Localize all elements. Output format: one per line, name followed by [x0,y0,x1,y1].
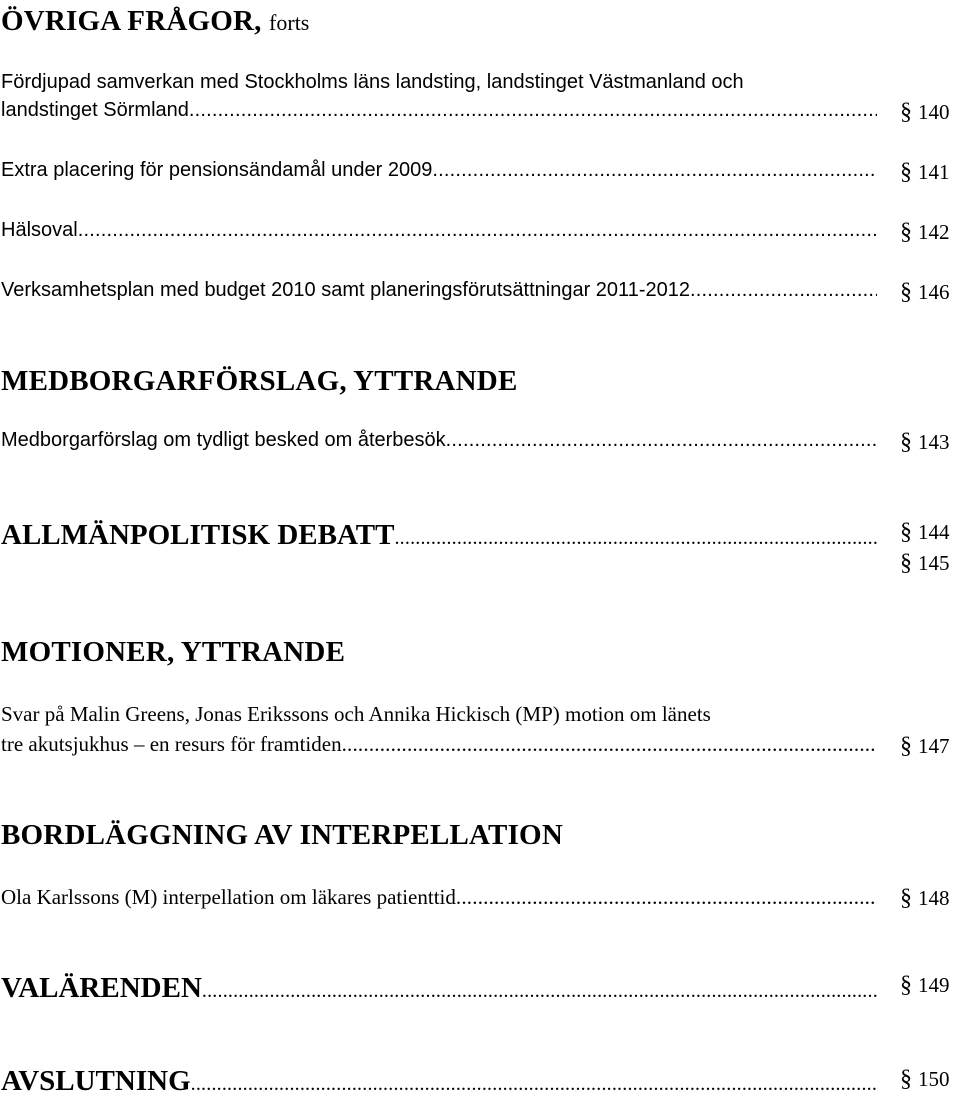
toc-entry-text: Verksamhetsplan med budget 2010 samt planeringsförutsättningar 2011-2012 [1,279,690,301]
toc-entry-text: landstinget Sörmland [1,99,189,121]
toc-page-ref [900,157,960,187]
leader-dots [342,729,877,759]
section-sign-icon [900,99,912,125]
toc-entry-heading [1,973,877,1003]
section-title-text: ÖVRIGA FRÅGOR, [1,5,262,37]
toc-entry [1,275,877,305]
svg-text:§: § [900,519,912,545]
toc-page-ref [900,970,960,1000]
svg-text:§: § [900,99,912,125]
svg-text:§: § [900,429,912,455]
svg-text:§: § [900,885,912,911]
section-heading-avslutning: AVSLUTNING [1,1066,191,1096]
svg-text:§: § [900,972,912,998]
section-title-subtitle: forts [269,10,310,35]
section-heading-interpellation: BORDLÄGGNING AV INTERPELLATION [1,819,563,851]
toc-entry-text: Extra placering för pensionsändamål under 2009 [1,159,433,181]
toc-page-ref [900,97,960,127]
section-title-ovriga [1,4,309,40]
toc-entry-heading [1,520,877,550]
svg-text:§: § [900,279,912,305]
toc-entry [1,882,877,912]
toc-entry-text: Hälsoval [1,219,78,241]
toc-entry-text: tre akutsjukhus – en resurs för framtiden [1,732,342,756]
leader-dots [394,523,877,550]
toc-page-ref [900,548,960,578]
page-number: 148 [918,885,950,910]
page-number: 146 [918,279,950,304]
page-number: 144 [918,519,950,544]
leader-dots [456,882,877,912]
toc-page-ref [900,277,960,307]
svg-text:§: § [900,159,912,185]
section-sign-icon [900,159,912,185]
section-sign-icon [900,733,912,759]
toc-page-ref [900,517,960,547]
section-sign-icon [900,885,912,911]
page-number: 143 [918,429,950,454]
section-heading-motioner: MOTIONER, YTTRANDE [1,636,346,668]
toc-page-ref [900,217,960,247]
svg-text:§: § [900,733,912,759]
toc-entry [1,729,877,759]
toc-page-ref [900,883,960,913]
toc-entry [1,215,877,245]
section-heading-medborgarforslag: MEDBORGARFÖRSLAG, YTTRANDE [1,365,518,397]
section-sign-icon [900,519,912,545]
page-number: 141 [918,159,950,184]
leader-dots [191,1069,877,1096]
page-number: 150 [918,1066,950,1091]
leader-dots [189,95,877,125]
page-number: 147 [918,733,950,758]
toc-page-ref [900,1064,960,1094]
page-number: 149 [918,972,950,997]
page-number: 140 [918,99,950,124]
section-heading-valarenden: VALÄRENDEN [1,973,202,1003]
section-sign-icon [900,219,912,245]
toc-entry-text: Medborgarförslag om tydligt besked om återbesök [1,429,446,451]
section-sign-icon [900,550,912,576]
svg-text:§: § [900,219,912,245]
toc-entry-heading [1,1066,877,1096]
toc-entry [1,425,877,455]
section-sign-icon [900,1066,912,1092]
toc-page-ref [900,427,960,457]
page-number: 145 [918,550,950,575]
toc-entry-text: Ola Karlssons (M) interpellation om läkares patienttid [1,885,456,909]
toc-entry [1,155,877,185]
svg-text:§: § [900,550,912,576]
toc-entry-line: Fördjupad samverkan med Stockholms läns landsting, landstinget Västmanland och [1,71,744,93]
svg-text:§: § [900,1066,912,1092]
toc-entry [1,95,877,125]
section-sign-icon [900,429,912,455]
leader-dots [202,976,877,1003]
toc-entry-line: Svar på Malin Greens, Jonas Erikssons och Annika Hickisch (MP) motion om länets [1,702,711,726]
toc-page-ref [900,731,960,761]
section-heading-allmanpolitisk-debatt: ALLMÄNPOLITISK DEBATT [1,520,395,550]
section-sign-icon [900,279,912,305]
leader-dots [78,215,877,245]
page-number: 142 [918,219,950,244]
section-sign-icon [900,972,912,998]
leader-dots [690,275,877,305]
leader-dots [446,425,877,455]
leader-dots [432,155,877,185]
